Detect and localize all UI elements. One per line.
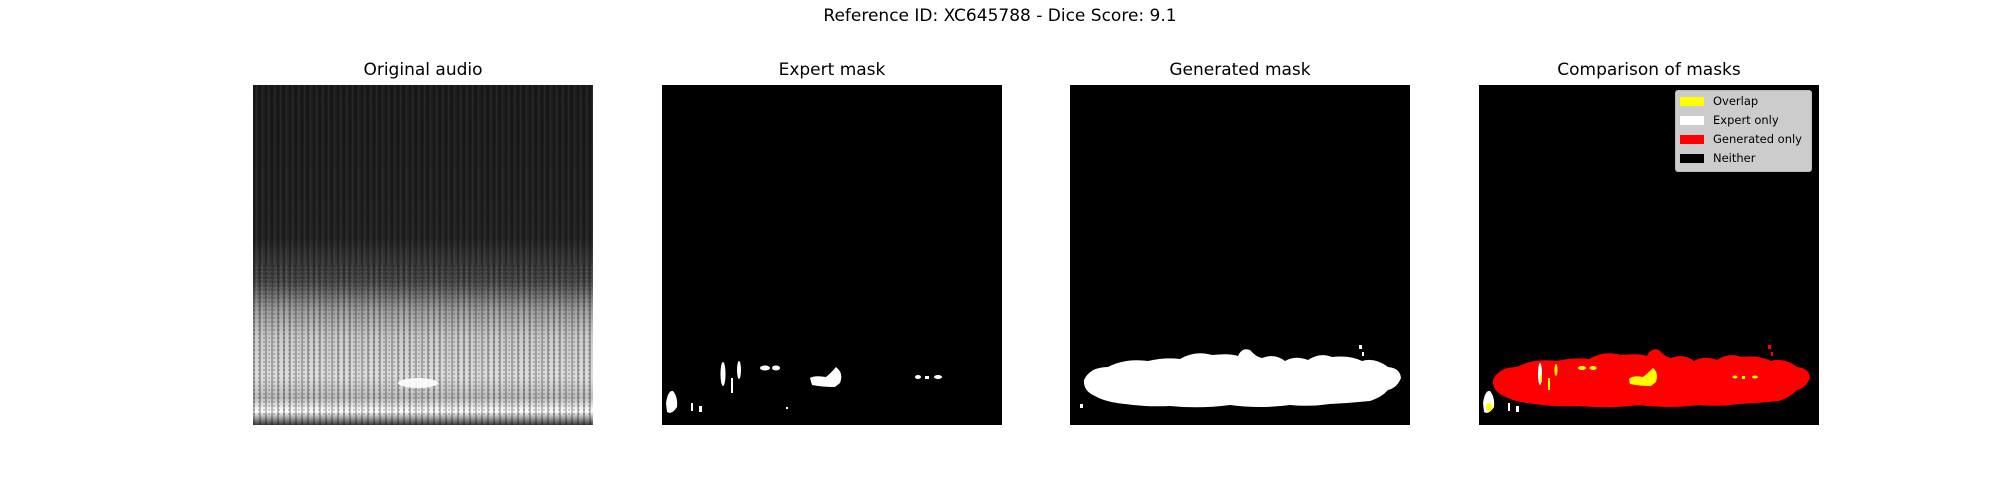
panel-title-original-audio: Original audio (363, 60, 483, 80)
legend-swatch-expert-only (1680, 116, 1704, 125)
spectrogram-image (253, 85, 593, 425)
panel-title-generated-mask: Generated mask (1169, 60, 1311, 80)
panel-title-expert-mask: Expert mask (778, 60, 886, 80)
legend-label-expert-only: Expert only (1713, 113, 1779, 127)
legend-item-generated-only (1680, 130, 1802, 148)
legend-label-generated-only: Generated only (1713, 132, 1802, 146)
legend-swatch-neither (1680, 154, 1704, 163)
legend-item-expert-only (1680, 111, 1779, 129)
legend-swatch-generated-only (1680, 135, 1704, 144)
legend-swatch-overlap (1680, 97, 1704, 106)
generated-mask-image (1070, 85, 1410, 425)
generated-mask-panel (1070, 85, 1410, 425)
panel-title-comparison: Comparison of masks (1557, 60, 1741, 80)
expert-mask-image (662, 85, 1002, 425)
figure-title: Reference ID: XC645788 - Dice Score: 9.1 (823, 6, 1177, 26)
legend-item-neither (1680, 149, 1755, 167)
legend-item-overlap (1680, 92, 1758, 110)
comparison-legend (1675, 90, 1812, 172)
expert-mask-panel (662, 85, 1002, 425)
original-audio-spectrogram (253, 85, 593, 425)
legend-label-neither: Neither (1713, 151, 1756, 165)
legend-label-overlap: Overlap (1713, 94, 1759, 108)
